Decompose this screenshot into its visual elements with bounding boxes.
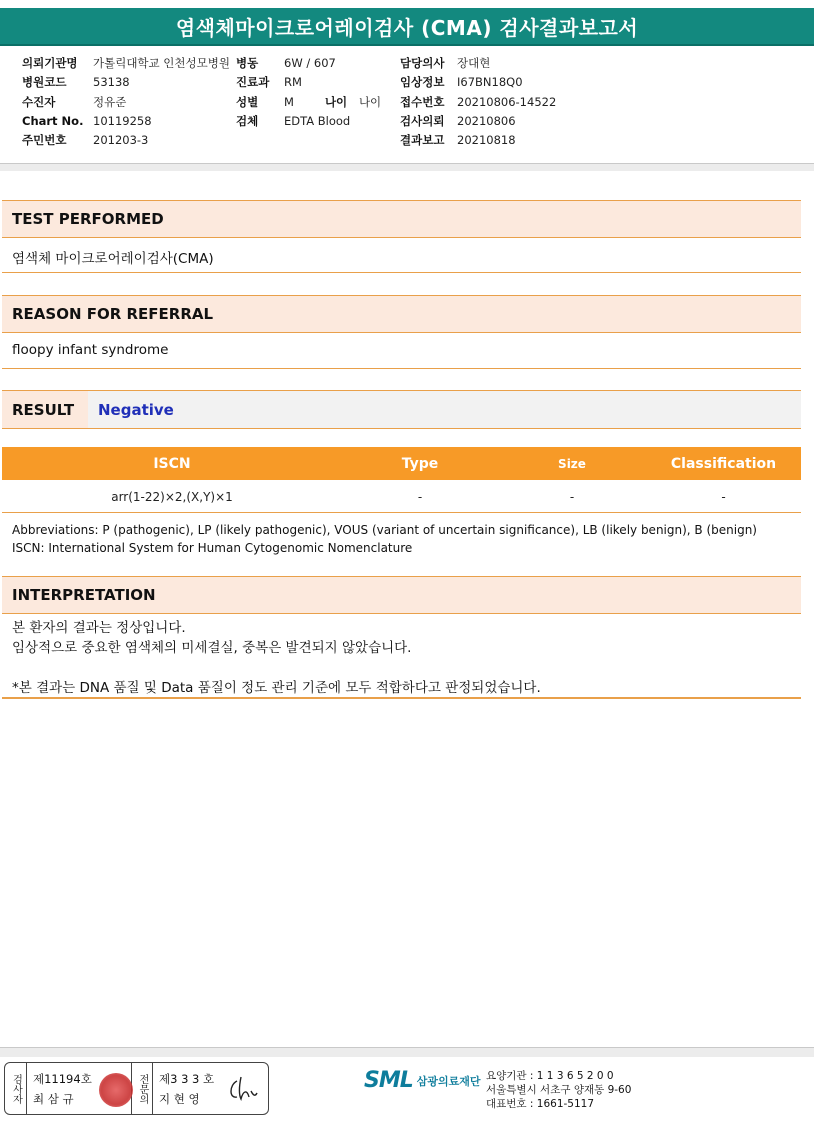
info-row (400, 112, 556, 131)
info-row (22, 54, 230, 73)
info-value: 20210806 (457, 113, 516, 128)
org-name: 삼광의료재단 (416, 1074, 481, 1088)
section-divider (2, 272, 801, 273)
header-info-col2 (236, 54, 381, 131)
iscn-definition-line: ISCN: International System for Human Cytogenomic Nomenclature (12, 541, 413, 555)
info-label: 임상정보 (400, 75, 445, 90)
reason-heading: REASON FOR REFERRAL (2, 295, 801, 333)
table-cell: - (721, 490, 726, 504)
specialist-number: 제3 3 3 호 (159, 1072, 215, 1086)
logo-mark: SML (364, 1068, 413, 1093)
header-info-col1 (22, 54, 230, 150)
info-row (22, 112, 230, 131)
info-value: 가톨릭대학교 인천성모병원 (93, 56, 230, 70)
info-row (236, 54, 381, 73)
info-label: 담당의사 (400, 56, 445, 70)
interpretation-line (12, 658, 541, 678)
examiner-number: 제11194호 (33, 1072, 92, 1086)
address-line: 대표번호 : 1661-5117 (486, 1098, 595, 1110)
info-value: 장대현 (457, 56, 491, 70)
info-row (400, 131, 556, 150)
sml-logo (364, 1068, 481, 1093)
info-value: 20210806-14522 (457, 94, 557, 109)
abbreviations-line: Abbreviations: P (pathogenic), LP (likely pathogenic), VOUS (variant of uncertain significance), LB (likely benign), B (benign) (12, 523, 757, 537)
info-label: 병동 (236, 56, 259, 70)
info-label: 진료과 (236, 75, 270, 90)
info-value: 20210818 (457, 133, 516, 148)
section-divider (2, 368, 801, 369)
info-label: 성별 (236, 94, 259, 109)
table-cell: - (569, 490, 575, 504)
specialist-name: 지 현 영 (159, 1092, 200, 1106)
info-label: 병원코드 (22, 75, 67, 90)
section-divider (2, 697, 801, 699)
report-title-bar (0, 8, 814, 46)
address-line: 요양기관 : 1 1 3 6 5 2 0 0 (486, 1070, 614, 1082)
table-header-type: Type (401, 455, 439, 472)
info-value: RM (284, 75, 302, 90)
info-label: Chart No. (22, 113, 84, 128)
report-title: 염색체마이크로어레이검사 (CMA) 검사결과보고서 (175, 15, 639, 40)
info-value: 10119258 (93, 113, 152, 128)
info-label: 검체 (236, 113, 259, 128)
info-label: 검사의뢰 (400, 113, 445, 128)
info-row (400, 54, 556, 73)
info-label: 수진자 (22, 94, 56, 109)
org-address (486, 1069, 631, 1111)
signature-icon (227, 1073, 263, 1105)
table-cell: arr(1-22)×2,(X,Y)×1 (111, 490, 233, 504)
table-cell: - (417, 490, 423, 504)
specialist-label: 전문의 (131, 1063, 153, 1114)
info-row (22, 73, 230, 92)
footer-divider (0, 1047, 814, 1057)
table-header-size: Size (558, 456, 586, 471)
info-row (400, 93, 556, 112)
abbreviations (12, 521, 757, 557)
info-row (236, 93, 381, 112)
info-label: 접수번호 (400, 94, 445, 109)
info-label: 주민번호 (22, 133, 67, 148)
result-table-header (2, 447, 801, 480)
info-row (22, 93, 230, 112)
age-value: 나이 (358, 94, 382, 109)
interpretation-text (12, 618, 541, 698)
info-row (22, 131, 230, 150)
address-line: 서울특별시 서초구 양재동 9-60 (486, 1084, 632, 1096)
age-label: 나이 (324, 94, 348, 109)
info-value: I67BN18Q0 (457, 75, 523, 90)
header-info-col3 (400, 54, 556, 150)
examiner-name: 최 삼 규 (33, 1092, 74, 1106)
table-row (2, 482, 801, 513)
test-performed-value: 염색체 마이크로어레이검사(CMA) (12, 251, 214, 267)
info-label: 의뢰기관명 (22, 56, 78, 70)
info-value: M (284, 94, 294, 109)
interpretation-line: 임상적으로 중요한 염색체의 미세결실, 중복은 발견되지 않았습니다. (12, 640, 412, 656)
examiner-label: 검사자 (5, 1063, 27, 1114)
signature-box (4, 1062, 269, 1115)
interpretation-line: *본 결과는 DNA 품질 및 Data 품질이 정도 관리 기준에 모두 적합하다고 판정되었습니다. (12, 680, 541, 696)
info-row (236, 112, 381, 131)
info-row (236, 73, 381, 92)
interpretation-heading: INTERPRETATION (2, 576, 801, 614)
official-seal-icon (99, 1073, 133, 1107)
table-header-classification: Classification (670, 455, 777, 472)
info-value: 정유준 (93, 94, 127, 109)
info-row (400, 73, 556, 92)
result-row (2, 390, 801, 429)
reason-value: floopy infant syndrome (12, 342, 169, 358)
info-value: 53138 (93, 75, 130, 90)
info-value: EDTA Blood (284, 113, 351, 128)
interpretation-line: 본 환자의 결과는 정상입니다. (12, 620, 186, 636)
table-header-iscn: ISCN (153, 455, 191, 472)
info-value: 201203-3 (93, 133, 149, 148)
test-performed-heading: TEST PERFORMED (2, 200, 801, 238)
header-divider (0, 163, 814, 171)
info-value: 6W / 607 (284, 56, 336, 70)
result-label: RESULT (2, 391, 88, 428)
result-value: Negative (88, 391, 801, 428)
info-label: 결과보고 (400, 133, 445, 148)
